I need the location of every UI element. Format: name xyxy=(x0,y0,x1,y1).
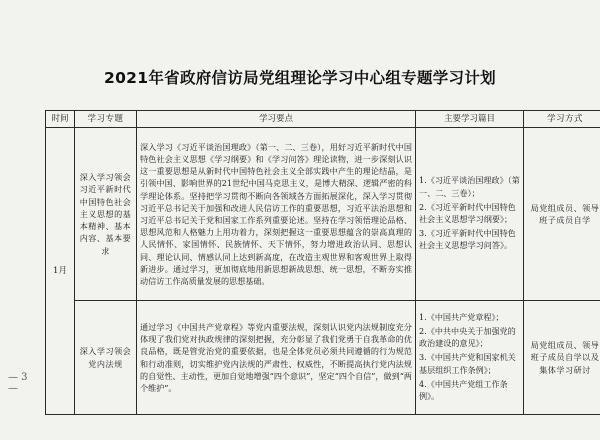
header-texts: 主要学习篇目 xyxy=(416,111,524,128)
text-item: 2.《习近平新时代中国特色社会主义思想学习纲要》； xyxy=(419,201,516,224)
mode-cell: 局党组成员、领导班子成员自学以及集体学习研讨 xyxy=(524,301,600,415)
text-item: 1.《中国共产党章程》； xyxy=(419,311,504,322)
month-cell: 1月 xyxy=(46,128,75,415)
header-topic: 学习专题 xyxy=(75,111,137,128)
header-mode: 学习方式 xyxy=(524,111,600,128)
table-header-row xyxy=(46,111,600,128)
points-cell xyxy=(137,301,416,415)
points-cell xyxy=(137,128,416,301)
mode-cell: 局党组成员、领导班子成员自学 xyxy=(524,128,600,301)
points-text: 深入学习《习近平谈治国理政》（第一、二、三卷），用好习近平新时代中国特色社会主义思想《学习纲要》和《学习问答》理论读物，进一步深刻认识这一重要思想是从新时代中国特色社会主义全部实践中产生的理论结晶，是引领中国、影响世界的21世纪中国马克思主义，是博大精深、逻辑严密的科学理论体系。坚持把学习贯彻不断向各领域各方面拓展深化，深入学习贯彻习近平总书记关于加强和改进人民信访工作的重要思想，习近平法治思想和习近平总书记关于党和国家工作系列重要论述。坚持在学习领悟理论品格、思想风范和人格魅力上用功着力，深刻把握这一重要思想蕴含的崇高真理的人民情怀、家国情怀、民族情怀、天下情怀，努力增进政治认同、思想认同、理论认同、情感认同上达到新高度，在改造主观世界和客观世界上取得新进步。通过学习，更加彻底地用新思想新战思想、统一思想，不断夯实推动信访工作高质量发展的思想基础。 xyxy=(140,141,412,287)
document-title: 2021年省政府信访局党组理论学习中心组专题学习计划 xyxy=(104,69,496,87)
header-points: 学习要点 xyxy=(137,111,416,128)
text-item: 3.《中国共产党和国家机关基层组织工作条例》； xyxy=(419,352,516,375)
text-item: 4.《中国共产党组工作条例》。 xyxy=(419,378,508,401)
topic-cell: 深入学习领会习近平新时代中国特色社会主义思想的基本精神、基本内容、基本要求 xyxy=(75,128,137,301)
page-number xyxy=(8,372,38,394)
header-time: 时间 xyxy=(46,111,75,128)
page-number-text: — 3 — xyxy=(8,372,28,394)
table-row xyxy=(46,128,600,301)
points-text: 通过学习《中国共产党章程》等党内重要法规，深刻认识党内法规制度充分体现了我们党对执政规律的深刻把握，充分彰显了我们党勇于自我革命的优良品格，既是管党治党的重要依据，也是全体党员必须共同遵循的行为规范和行动准则，切实维护党内法规的严肃性、权威性，不断提高执行党内法规的自觉性、主动性，更加自觉地增强“四个意识”，坚定“四个自信”，做到“两个维护”。 xyxy=(140,321,412,393)
texts-cell xyxy=(416,128,524,301)
topic-cell: 深入学习领会党内法规 xyxy=(75,301,137,415)
text-item: 2.《中共中央关于加强党的政治建设的意见》； xyxy=(419,325,516,349)
text-item: 3.《习近平新时代中国特色社会主义思想学习问答》。 xyxy=(419,228,516,251)
study-plan-table xyxy=(45,110,600,415)
texts-cell xyxy=(416,301,524,415)
table-row xyxy=(46,301,600,415)
text-item: 1.《习近平谈治国理政》（第一、二、三卷）； xyxy=(419,175,520,198)
